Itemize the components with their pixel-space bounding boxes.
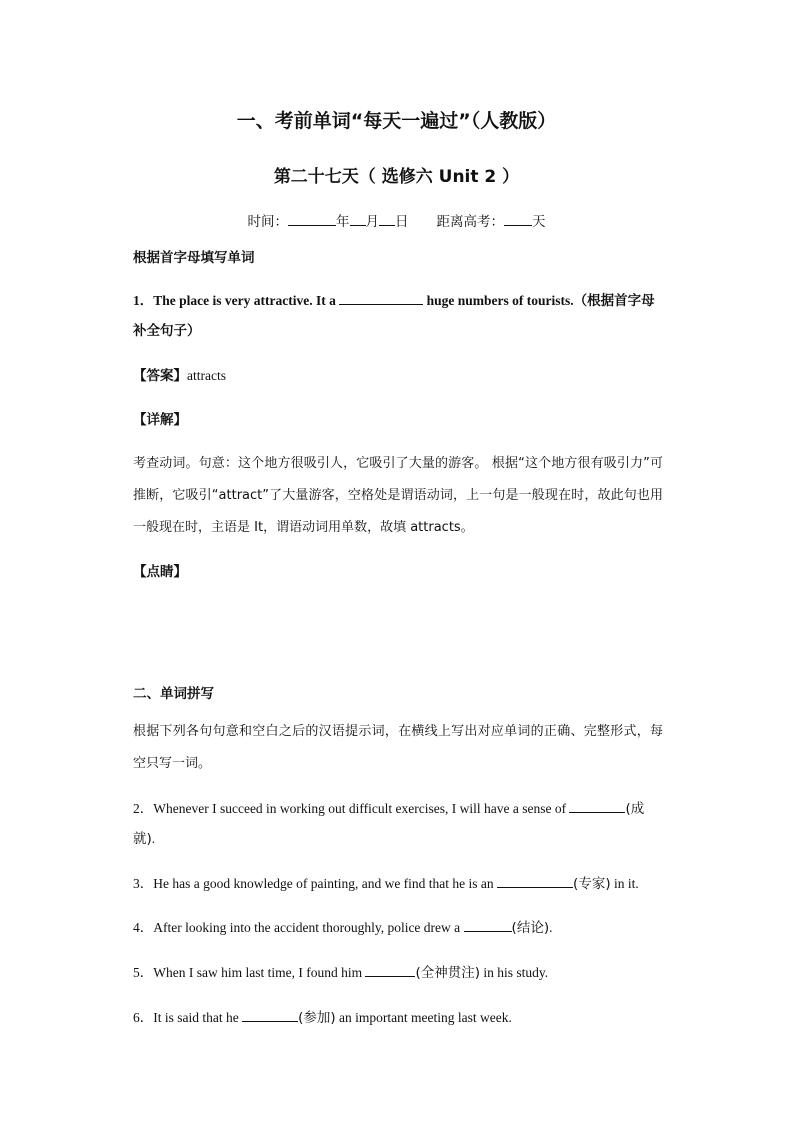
question-3 xyxy=(133,869,663,899)
question-hint: (成就) xyxy=(133,801,645,847)
question-number: 6． xyxy=(133,1010,154,1025)
question-1-blank xyxy=(339,290,423,305)
question-6 xyxy=(133,1003,663,1033)
question-1-number: 1． xyxy=(133,293,154,308)
answer-blank xyxy=(242,1007,298,1022)
explain-text: 考查动词。句意：这个地方很吸引人，它吸引了大量的游客。 根据“这个地方很有吸引力”可推断，它吸引“attract”了大量游客，空格处是谓语动词，上一句是一般现在时，故此句也用一般现在时，主语是 It，谓语动词用单数，故填 attracts。 xyxy=(133,456,663,535)
exam-unit: 天 xyxy=(532,214,546,230)
exam-days-blank xyxy=(504,211,532,226)
year-blank xyxy=(288,211,336,226)
answer-label: 【答案】 xyxy=(133,368,187,384)
date-label: 时间： xyxy=(247,214,288,230)
explain-label: 【详解】 xyxy=(133,412,187,428)
answer-blank xyxy=(569,798,625,813)
question-4 xyxy=(133,913,663,943)
question-1-text-a: The place is very attractive. It a xyxy=(153,293,340,308)
question-text-after: an important meeting last week. xyxy=(335,1010,512,1025)
question-text-before: When I saw him last time, I found him xyxy=(153,965,366,980)
question-text-after: . xyxy=(151,831,156,846)
question-5 xyxy=(133,958,663,988)
answer-blank xyxy=(497,873,573,888)
day-label: 日 xyxy=(395,214,409,230)
question-hint: (结论) xyxy=(511,920,550,936)
year-label: 年 xyxy=(336,214,350,230)
question-number: 4． xyxy=(133,920,154,935)
month-label: 月 xyxy=(365,214,379,230)
answer-blank xyxy=(365,962,415,977)
question-1-note: （根据首字母补全句子） xyxy=(133,293,655,339)
answer-blank xyxy=(464,917,512,932)
answer-line xyxy=(133,364,226,384)
section2-heading: 二、单词拼写 xyxy=(133,686,214,702)
question-text-before: After looking into the accident thoroughly, police drew a xyxy=(153,920,464,935)
tip-label: 【点睛】 xyxy=(133,564,187,580)
exam-label: 距离高考： xyxy=(436,214,504,230)
question-number: 5． xyxy=(133,965,154,980)
question-2 xyxy=(133,794,663,854)
section2-instructions: 根据下列各句句意和空白之后的汉语提示词，在横线上写出对应单词的正确、完整形式，每空只写一词。 xyxy=(133,724,663,771)
question-text-after: . xyxy=(549,920,553,935)
question-number: 3． xyxy=(133,876,154,891)
question-hint: (专家) xyxy=(573,876,611,892)
section1-heading: 根据首字母填写单词 xyxy=(133,250,255,266)
question-number: 2． xyxy=(133,801,154,816)
answer-value: attracts xyxy=(187,368,226,383)
day-blank xyxy=(379,211,395,226)
question-text-before: He has a good knowledge of painting, and we find that he is an xyxy=(153,876,498,891)
question-1-text-b: huge numbers of tourists. xyxy=(423,293,574,308)
question-1 xyxy=(133,286,663,346)
question-hint: (全神贯注) xyxy=(415,965,481,981)
page-subtitle: 第二十七天（ 选修六 Unit 2 ） xyxy=(273,167,520,187)
date-line xyxy=(0,210,793,230)
question-text-before: It is said that he xyxy=(153,1010,243,1025)
question-text-after: in it. xyxy=(610,876,639,891)
question-text-before: Whenever I succeed in working out difficult exercises, I will have a sense of xyxy=(153,801,570,816)
question-text-after: in his study. xyxy=(480,965,549,980)
question-hint: (参加) xyxy=(298,1010,336,1026)
month-blank xyxy=(350,211,366,226)
page-title: 一、考前单词“每天一遍过”（人教版） xyxy=(236,110,557,132)
